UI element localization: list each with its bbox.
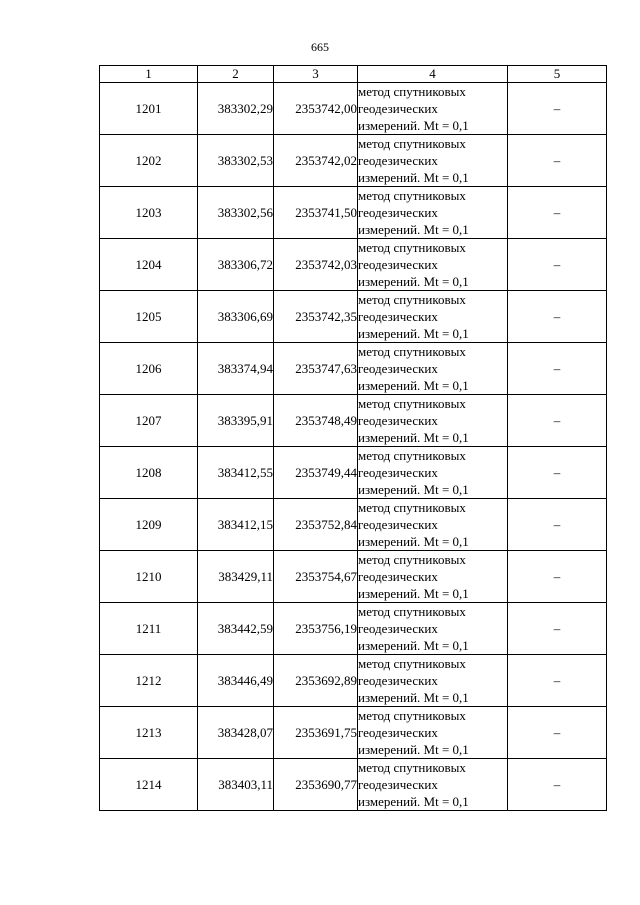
- x-coordinate-cell: 383374,94: [198, 343, 274, 395]
- y-coordinate-cell: 2353742,03: [274, 239, 358, 291]
- table-row: [100, 343, 607, 395]
- y-coordinate-cell: 2353752,84: [274, 499, 358, 551]
- y-coordinate-cell: 2353692,89: [274, 655, 358, 707]
- y-coordinate-cell: 2353741,50: [274, 187, 358, 239]
- table-row: [100, 83, 607, 135]
- point-number-cell: 1203: [100, 187, 198, 239]
- x-coordinate-cell: 383306,69: [198, 291, 274, 343]
- note-cell: –: [508, 551, 607, 603]
- x-coordinate-cell: 383306,72: [198, 239, 274, 291]
- note-cell: –: [508, 759, 607, 811]
- table-row: [100, 551, 607, 603]
- point-number-cell: 1208: [100, 447, 198, 499]
- table-row: [100, 291, 607, 343]
- x-coordinate-cell: 383302,29: [198, 83, 274, 135]
- point-number-cell: 1210: [100, 551, 198, 603]
- header-col-2: 2: [198, 66, 274, 83]
- method-cell: метод спутниковых геодезических измерений. Mt = 0,1: [358, 135, 508, 187]
- y-coordinate-cell: 2353691,75: [274, 707, 358, 759]
- point-number-cell: 1213: [100, 707, 198, 759]
- x-coordinate-cell: 383412,15: [198, 499, 274, 551]
- note-cell: –: [508, 395, 607, 447]
- method-cell: метод спутниковых геодезических измерений. Mt = 0,1: [358, 395, 508, 447]
- x-coordinate-cell: 383428,07: [198, 707, 274, 759]
- point-number-cell: 1214: [100, 759, 198, 811]
- note-cell: –: [508, 291, 607, 343]
- note-cell: –: [508, 135, 607, 187]
- point-number-cell: 1204: [100, 239, 198, 291]
- header-col-1: 1: [100, 66, 198, 83]
- table-row: [100, 135, 607, 187]
- coordinates-table: [99, 65, 607, 811]
- y-coordinate-cell: 2353690,77: [274, 759, 358, 811]
- point-number-cell: 1206: [100, 343, 198, 395]
- page-number: 665: [311, 40, 329, 54]
- point-number-cell: 1212: [100, 655, 198, 707]
- point-number-cell: 1211: [100, 603, 198, 655]
- point-number-cell: 1205: [100, 291, 198, 343]
- note-cell: –: [508, 239, 607, 291]
- y-coordinate-cell: 2353748,49: [274, 395, 358, 447]
- method-cell: метод спутниковых геодезических измерений. Mt = 0,1: [358, 291, 508, 343]
- method-cell: метод спутниковых геодезических измерений. Mt = 0,1: [358, 343, 508, 395]
- method-cell: метод спутниковых геодезических измерений. Mt = 0,1: [358, 603, 508, 655]
- note-cell: –: [508, 655, 607, 707]
- y-coordinate-cell: 2353747,63: [274, 343, 358, 395]
- header-col-4: 4: [358, 66, 508, 83]
- note-cell: –: [508, 343, 607, 395]
- method-cell: метод спутниковых геодезических измерений. Mt = 0,1: [358, 187, 508, 239]
- header-col-3: 3: [274, 66, 358, 83]
- method-cell: метод спутниковых геодезических измерений. Mt = 0,1: [358, 707, 508, 759]
- method-cell: метод спутниковых геодезических измерений. Mt = 0,1: [358, 655, 508, 707]
- x-coordinate-cell: 383442,59: [198, 603, 274, 655]
- note-cell: –: [508, 603, 607, 655]
- note-cell: –: [508, 499, 607, 551]
- table-row: [100, 759, 607, 811]
- note-cell: –: [508, 83, 607, 135]
- method-cell: метод спутниковых геодезических измерений. Mt = 0,1: [358, 239, 508, 291]
- method-cell: метод спутниковых геодезических измерений. Mt = 0,1: [358, 83, 508, 135]
- method-cell: метод спутниковых геодезических измерений. Mt = 0,1: [358, 447, 508, 499]
- table-header-row: [100, 66, 607, 83]
- table-row: [100, 655, 607, 707]
- x-coordinate-cell: 383446,49: [198, 655, 274, 707]
- table-row: [100, 603, 607, 655]
- point-number-cell: 1202: [100, 135, 198, 187]
- note-cell: –: [508, 707, 607, 759]
- y-coordinate-cell: 2353742,35: [274, 291, 358, 343]
- method-cell: метод спутниковых геодезических измерений. Mt = 0,1: [358, 759, 508, 811]
- table-row: [100, 239, 607, 291]
- x-coordinate-cell: 383395,91: [198, 395, 274, 447]
- note-cell: –: [508, 447, 607, 499]
- x-coordinate-cell: 383302,56: [198, 187, 274, 239]
- point-number-cell: 1201: [100, 83, 198, 135]
- y-coordinate-cell: 2353749,44: [274, 447, 358, 499]
- table-row: [100, 187, 607, 239]
- x-coordinate-cell: 383302,53: [198, 135, 274, 187]
- table-row: [100, 707, 607, 759]
- table-row: [100, 395, 607, 447]
- table-row: [100, 447, 607, 499]
- x-coordinate-cell: 383429,11: [198, 551, 274, 603]
- y-coordinate-cell: 2353742,00: [274, 83, 358, 135]
- note-cell: –: [508, 187, 607, 239]
- y-coordinate-cell: 2353754,67: [274, 551, 358, 603]
- header-col-5: 5: [508, 66, 607, 83]
- point-number-cell: 1209: [100, 499, 198, 551]
- y-coordinate-cell: 2353756,19: [274, 603, 358, 655]
- table-row: [100, 499, 607, 551]
- y-coordinate-cell: 2353742,02: [274, 135, 358, 187]
- x-coordinate-cell: 383403,11: [198, 759, 274, 811]
- method-cell: метод спутниковых геодезических измерений. Mt = 0,1: [358, 551, 508, 603]
- method-cell: метод спутниковых геодезических измерений. Mt = 0,1: [358, 499, 508, 551]
- x-coordinate-cell: 383412,55: [198, 447, 274, 499]
- point-number-cell: 1207: [100, 395, 198, 447]
